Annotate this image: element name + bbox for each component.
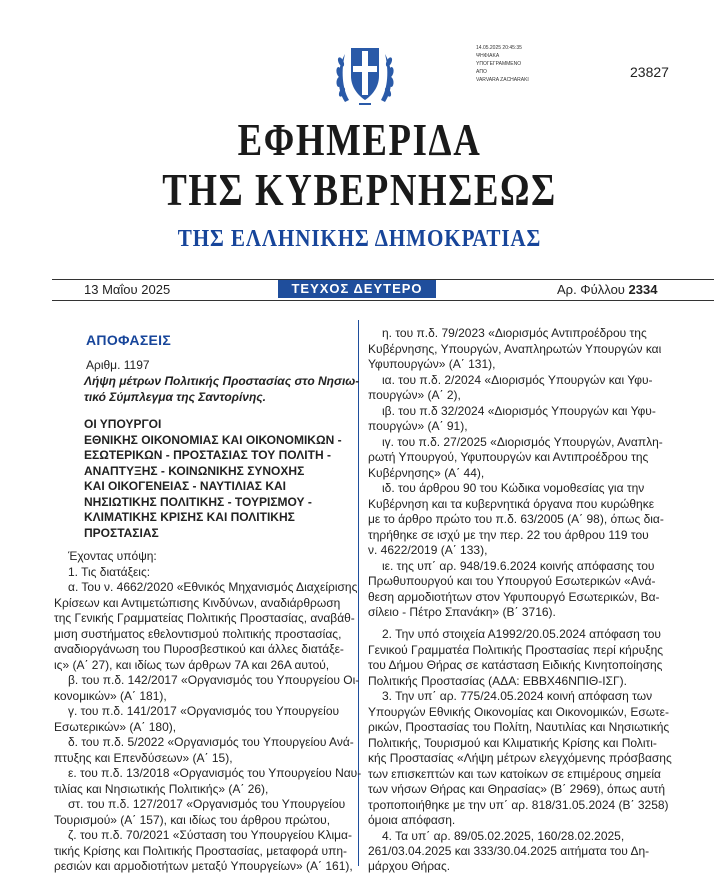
body-line: Πρωθυπουργού και του Υπουργού Εσωτερικών «Ανά- [368,574,656,588]
body-line: 3. Την υπ΄ αρ. 775/24.05.2024 κοινή απόφαση των [382,689,653,703]
signature-line: ΑΠΟ [476,69,487,75]
greek-state-seal-icon [333,40,397,110]
body-line: η. του π.δ. 79/2023 «Διορισμός Αντιπροέδρου της [382,326,647,340]
authority-line: ΕΘΝΙΚΗΣ ΟΙΚΟΝΟΜΙΑΣ ΚΑΙ ΟΙΚΟΝΟΜΙΚΩΝ - [84,433,342,447]
body-line: πουργών» (Α΄ 2), [368,388,461,402]
body-line: πτυξης και Επενδύσεων» (Α΄ 15), [54,751,233,765]
decision-subject: Λήψη μέτρων Πολιτικής Προστασίας στο Νησιω- [84,374,360,388]
body-line: ρεσιών και αρμοδιοτήτων μεταξύ Υπουργείων» (Α΄ 161), [54,859,353,873]
signature-line: 14.05.2025 20:45:35 [476,45,522,51]
body-line: θεση αρμοδιοτήτων στον Υφυπουργό Εσωτερικών, Βα- [368,590,660,604]
body-line: ια. του π.δ. 2/2024 «Διορισμός Υπουργών και Υφυ- [382,373,653,387]
body-line: πουργών» (Α΄ 91), [368,419,468,433]
body-line: ρωτή Υπουργού, Υφυπουργών και Αντιπροέδρου της [368,450,649,464]
body-line: 4. Τα υπ΄ αρ. 89/05.02.2025, 160/28.02.2025, [382,829,625,843]
body-line: Υπουργών Εθνικής Οικονομίας και Οικονομικών, Εσωτε- [368,705,670,719]
sheet-number: Αρ. Φύλλου 2334 [557,282,658,297]
authority-line: ΕΣΩΤΕΡΙΚΩΝ - ΠΡΟΣΤΑΣΙΑΣ ΤΟΥ ΠΟΛΙΤΗ - [84,448,331,462]
body-line: Πολιτικής Προστασίας (ΑΔΑ: ΕΒΒΧ46ΝΠΙΘ-ΙΣΓ). [368,674,627,688]
gazette-title-line2: ΤΗΣ ΚΥΒΕΡΝΗΣΕΩΣ [162,164,557,215]
body-line: ιγ. του π.δ. 27/2025 «Διορισμός Υπουργών, Αναπλη- [382,435,663,449]
body-line: μιση συστήματος εθελοντισμού πολιτικής προστασίας, [54,627,342,641]
section-heading: ΑΠΟΦΑΣΕΙΣ [86,332,172,348]
body-line: κονομικών» (Α΄ 181), [54,689,167,703]
body-line: με το άρθρο πρώτο του π.δ. 63/2005 (Α΄ 98), όπως δια- [368,512,664,526]
body-line: της Γενικής Γραμματείας Πολιτικής Προστασίας, αναβάθ- [54,611,355,625]
body-line: στ. του π.δ. 127/2017 «Οργανισμός του Υπουργείου [68,797,346,811]
authority-line: ΚΑΙ ΟΙΚΟΓΕΝΕΙΑΣ - ΝΑΥΤΙΛΙΑΣ ΚΑΙ [84,479,286,493]
gazette-title: ΕΦΗΜΕΡΙΔΑ [237,114,482,165]
body-line: 261/03.04.2025 και 333/30.04.2025 αιτήματα του Δη- [368,844,650,858]
decision-subject: τικό Σύμπλεγμα της Σαντορίνης. [84,390,267,404]
body-line: α. Του ν. 4662/2020 «Εθνικός Μηχανισμός Διαχείρισης [68,580,358,594]
issue-date: 13 Μαΐου 2025 [84,282,171,297]
body-line: των επισκεπτών και των κατοίκων σε επιμέρους σημεία [368,767,661,781]
decision-number: Αριθμ. 1197 [86,358,150,372]
body-line: Έχοντας υπόψη: [68,549,157,563]
body-line: Κρίσεων και Αντιμετώπισης Κινδύνων, αναδιάρθρωση [54,596,341,610]
body-line: ε. του π.δ. 13/2018 «Οργανισμός του Υπουργείου Ναυ- [68,766,362,780]
column-divider [358,320,359,866]
body-line: κής Προστασίας «Λήψη μέτρων ελεγχόμενης πρόσβασης [368,751,672,765]
body-line: ζ. του π.δ. 70/2021 «Σύσταση του Υπουργείου Κλιμα- [68,828,352,842]
signature-line: ΨΗΦΙΑΚΑ [476,53,500,59]
authority-line: ΑΝΑΠΤΥΞΗΣ - ΚΟΙΝΩΝΙΚΗΣ ΣΥΝΟΧΗΣ [84,464,305,478]
authority-line: ΝΗΣΙΩΤΙΚΗΣ ΠΟΛΙΤΙΚΗΣ - ΤΟΥΡΙΣΜΟΥ - [84,495,312,509]
body-line: Τουρισμού» (Α΄ 157), και ιδίως του άρθρου πρώτου, [54,813,331,827]
body-line: τικής Κρίσης και Πολιτικής Προστασίας, μεταφορά υπη- [54,844,348,858]
body-line: σίλειο - Πέτρο Σπανάκη» (Β΄ 3716). [368,605,556,619]
body-line: τιλίας και Νησιωτικής Πολιτικής» (Α΄ 26), [54,782,269,796]
body-line: Πολιτικής, Τουρισμού και Κλιματικής Κρίσης και Πολιτι- [368,736,657,750]
body-line: ρικών, Προστασίας του Πολίτη, Ναυτιλίας και Νησιωτικής [368,720,670,734]
body-line: του Δήμου Θήρας σε κατάσταση Ειδικής Κινητοποίησης [368,658,663,672]
digital-signature-block [476,44,529,84]
body-line: 1. Τις διατάξεις: [68,565,151,579]
gazette-subtitle: ΤΗΣ ΕΛΛΗΝΙΚΗΣ ΔΗΜΟΚΡΑΤΙΑΣ [177,226,542,252]
body-line: 2. Την υπό στοιχεία Α1992/20.05.2024 απόφαση του [382,627,661,641]
series-badge: ΤΕΥΧΟΣ ΔΕΥΤΕΡΟ [278,280,436,298]
body-line: γ. του π.δ. 141/2017 «Οργανισμός του Υπουργείου [68,704,340,718]
signature-line: ΥΠΟΓΕΓΡΑΜΜΕΝΟ [476,61,522,67]
signature-line: VARVARA ZACHARAKI [476,77,529,83]
body-line: τροποποιήθηκε με την υπ΄ αρ. 818/31.05.2024 (Β΄ 3258) [368,798,669,812]
page-number: 23827 [630,64,669,80]
body-line: ιε. της υπ΄ αρ. 948/19.6.2024 κοινής απόφασης του [382,559,655,573]
body-line: δ. του π.δ. 5/2022 «Οργανισμός του Υπουργείου Ανά- [68,735,354,749]
body-line: των νήσων Θήρας και Θηρασίας» (Β΄ 2969), όπως αυτή [368,782,666,796]
authority-line: ΟΙ ΥΠΟΥΡΓΟΙ [84,417,162,431]
body-line: ιδ. του άρθρου 90 του Κώδικα νομοθεσίας για την [382,481,645,495]
body-line: αναδιοργάνωση του Πυροσβεστικού και άλλες διατάξε- [54,642,344,656]
body-line: Εσωτερικών» (Α΄ 180), [54,720,177,734]
body-line: Κυβέρνησης, Υπουργών, Αναπληρωτών Υπουργών και [368,342,662,356]
body-line: ιβ. του π.δ 32/2024 «Διορισμός Υπουργών και Υφυ- [382,404,656,418]
body-line: Κυβέρνησης» (Α΄ 44), [368,466,485,480]
body-line: όμοια απόφαση. [368,813,456,827]
body-line: ις» (Α΄ 27), και ιδίως των άρθρων 7Α και 26Α αυτού, [54,658,330,672]
authority-line: ΠΡΟΣΤΑΣΙΑΣ [84,526,159,540]
body-line: μάρχου Θήρας. [368,859,451,873]
authority-line: ΚΛΙΜΑΤΙΚΗΣ ΚΡΙΣΗΣ ΚΑΙ ΠΟΛΙΤΙΚΗΣ [84,510,295,524]
body-line: τηρήθηκε σε ισχύ με την περ. 22 του άρθρου 119 του [368,528,649,542]
divider [52,300,714,301]
body-line: Γενικού Γραμματέα Πολιτικής Προστασίας περί κήρυξης [368,643,664,657]
body-line: Κυβέρνηση και τα κυβερνητικά όργανα που κυρώθηκε [368,497,655,511]
body-line: β. του π.δ. 142/2017 «Οργανισμός του Υπουργείου Οι- [68,673,360,687]
body-line: ν. 4622/2019 (Α΄ 133), [368,543,488,557]
body-line: Υφυπουργών» (Α΄ 131), [368,357,496,371]
